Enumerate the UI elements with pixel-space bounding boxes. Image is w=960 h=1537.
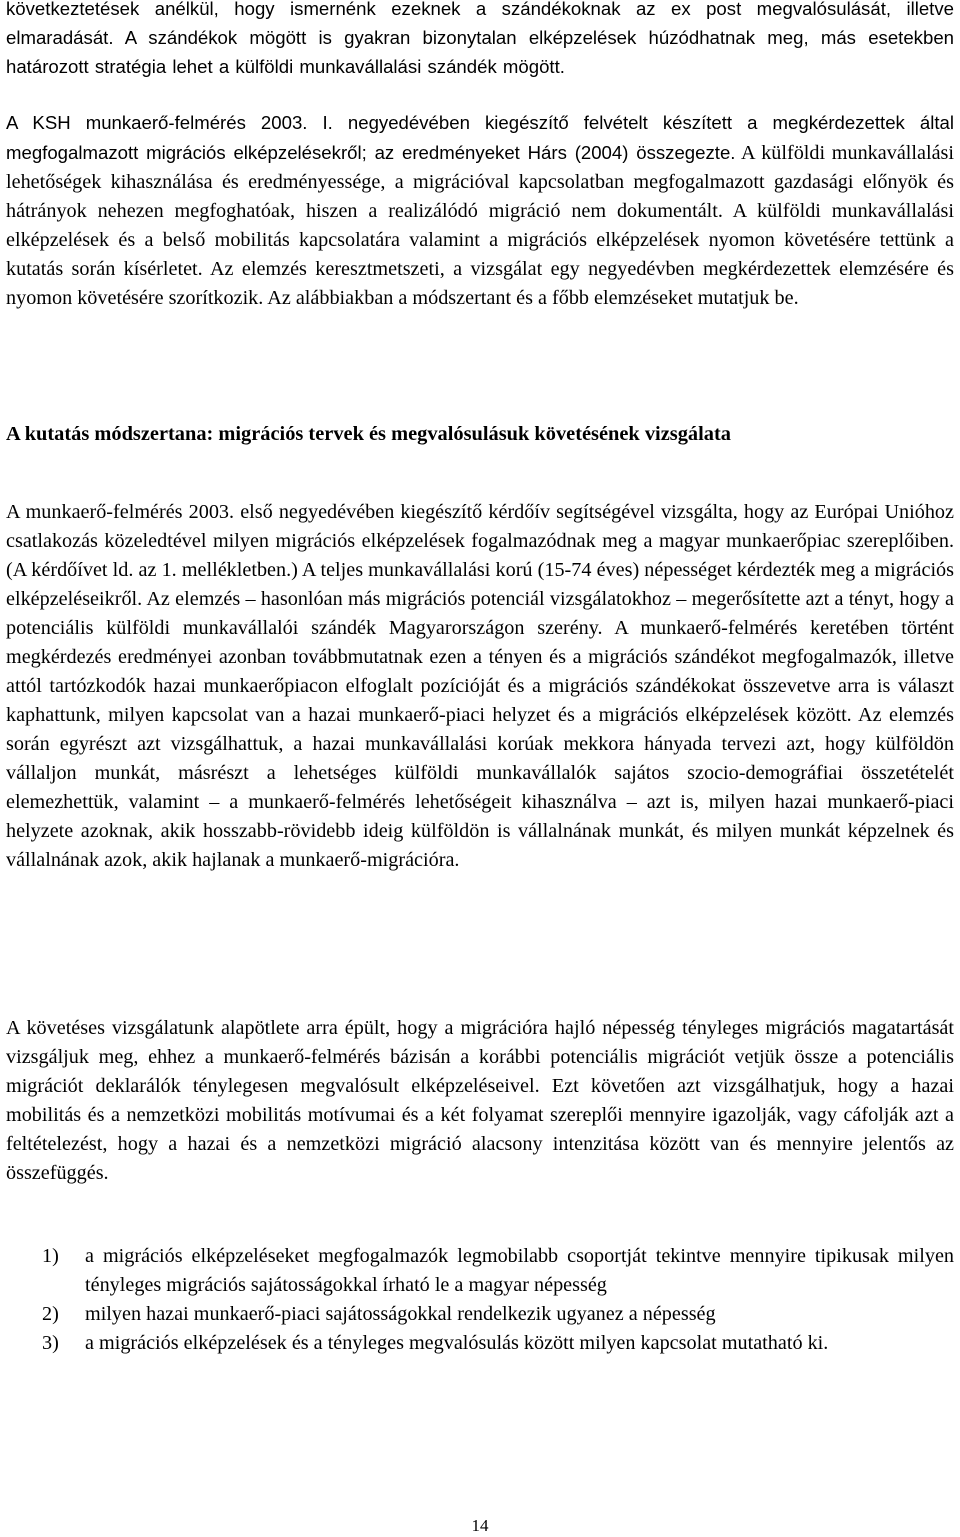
research-questions-list (6, 1242, 954, 1358)
page-number: 14 (471, 1516, 489, 1535)
paragraph-methodology: A munkaerő-felmérés 2003. első negyedévében kiegészítő kérdőív segítségével vizsgálta, hogy az Európai Unióhoz csatlakozás közeledtével milyen migrációs elképzelések fogalmazódnak meg a magyar munkaerőpiac szereplőiben. (A kérdőívet ld. az 1. mellékletben.) A teljes munkavállalási korú (15-74 éves) népességet kérdezték meg a migrációs elképzeléseikről. Az elemzés – hasonlóan más migrációs potenciál vizsgálatokhoz – megerősítette azt a tényt, hogy a potenciális külföldi munkavállalói szándék Magyarországon szerény. A munkaerő-felmérés keretében történt megkérdezés eredményei azonban továbbmutatnak ezen a tényen és a migrációs szándékot megfogalmazók, illetve attól tartózkodók hazai munkaerőpiacon elfoglalt pozícióját és a migrációs szándékokat összevetve arra is választ kaphattunk, milyen kapcsolat van a hazai munkaerő-piaci helyzet és a migrációs elképzelések között. Az elemzés során egyrészt azt vizsgálhattuk, a hazai munkavállalási korúak mekkora hányada tervezi azt, hogy külföldön vállaljon munkát, másrészt a lehetséges külföldi munkavállalók sajátos szocio-demográfiai összetételét elemezhettük, valamint – a munkaerő-felmérés lehetőségeit kihasználva – azt is, milyen hazai munkaerő-piaci helyzete azoknak, akik hosszabb-rövidebb ideig külföldön is vállalnának munkát, és milyen munkát képzelnek és vállalnának azok, akik hajlanak a munkaerő-migrációra. (6, 501, 954, 871)
paragraph-ksh-survey (6, 108, 954, 313)
list-item-text: milyen hazai munkaerő-piaci sajátosságokkal rendelkezik ugyanez a népesség (85, 1303, 716, 1325)
list-item-number: 2) (42, 1303, 59, 1325)
section-heading: A kutatás módszertana: migrációs tervek és megvalósulásuk követésének vizsgálata (6, 423, 731, 445)
migration-advantages-sentence: A külföldi munkavállalási lehetőségek kihasználása és eredményessége, a migrációval kapcsolatban megfogalmazott gazdasági előnyök és hátrányok nehezen megfoghatóak, hiszen a realizálódó migráció nem dokumentált. (6, 142, 955, 222)
list-item-text: a migrációs elképzelések és a tényleges megvalósulás között milyen kapcsolat mutatható ki. (85, 1332, 829, 1354)
paragraph-intro-continued: következtetések anélkül, hogy ismernénk ezeknek a szándékoknak az ex post megvalósulását, illetve elmaradását. A szándékok mögött is gyakran bizonytalan elképzelések húzódhatnak meg, más esetekben határozott stratégia lehet a külföldi munkavállalási szándék mögött. (6, 0, 954, 77)
list-item-text: a migrációs elképzeléseket megfogalmazók legmobilabb csoportját tekintve mennyire tipikusak milyen tényleges migrációs sajátosságokkal írható le a magyar népesség (85, 1245, 954, 1296)
ksh-survey-sentence: A KSH munkaerő-felmérés 2003. I. negyedévében kiegészítő felvételt készített a megkérdezettek által megfogalmazott migrációs elképzelésekről; az eredményeket Hárs (2004) összegezte. (6, 112, 954, 163)
list-item (6, 1300, 954, 1329)
list-item (6, 1329, 954, 1358)
list-item (6, 1242, 954, 1300)
mobility-experiment-sentence: A külföldi munkavállalási elképzelések és a belső mobilitás kapcsolatára valamint a migrációs elképzelések nyomon követésére tettünk a kutatás során kísérletet. (6, 200, 954, 280)
list-item-number: 1) (42, 1245, 59, 1267)
list-item-number: 3) (42, 1332, 59, 1354)
analysis-scope-sentence: Az elemzés keresztmetszeti, a vizsgálat egy negyedévben megkérdezettek elemzésére és nyomon követésére szorítkozik. Az alábbiakban a módszertant és a főbb elemzéseket mutatjuk be. (6, 258, 954, 309)
paragraph-follow-up-study: A követéses vizsgálatunk alapötlete arra épült, hogy a migrációra hajló népesség tényleges migrációs magatartását vizsgáljuk meg, ehhez a munkaerő-felmérés bázisán a korábbi potenciális migrációt vetjük össze a potenciális migrációt deklarálók ténylegesen megvalósult elképzeléseivel. Ezt követően azt vizsgálhatjuk, hogy a hazai mobilitás és a nemzetközi mobilitás motívumai és a két folyamat szereplői mennyire igazolják, vagy cáfolják azt a feltételezést, hogy a hazai és a nemzetközi migráció alacsony intenzitása között van és mennyire jelentős az összefüggés. (6, 1017, 954, 1184)
